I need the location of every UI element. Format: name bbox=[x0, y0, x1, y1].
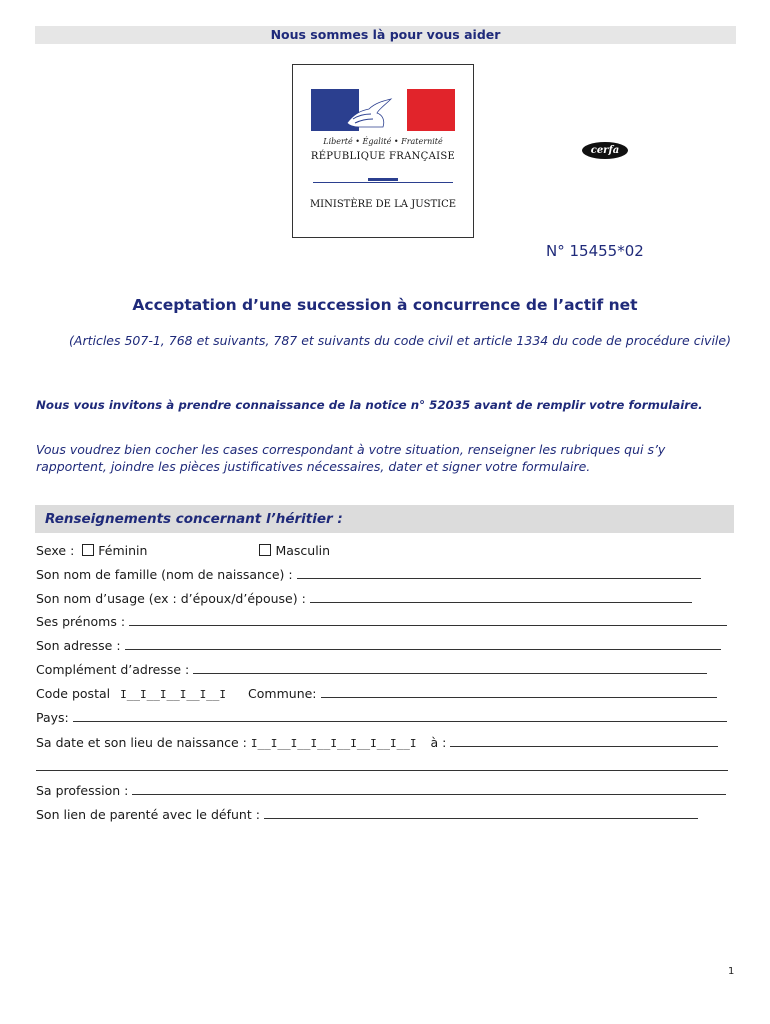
prenoms-label: Ses prénoms : bbox=[36, 614, 126, 629]
profession-label: Sa profession : bbox=[36, 783, 129, 798]
naissance-row bbox=[36, 735, 718, 750]
help-banner: Nous sommes là pour vous aider bbox=[35, 26, 736, 44]
logo-motto: Liberté • Égalité • Fraternité bbox=[323, 137, 443, 146]
naissance-label: Sa date et son lieu de naissance : bbox=[36, 735, 247, 750]
pays-label: Pays: bbox=[36, 710, 69, 725]
french-flag-icon bbox=[311, 89, 455, 131]
nom-usage-row bbox=[36, 591, 692, 606]
nom-famille-row bbox=[36, 567, 701, 582]
sexe-row bbox=[36, 543, 330, 558]
profession-row bbox=[36, 783, 726, 798]
form-number: N° 15455*02 bbox=[546, 242, 644, 260]
lien-label: Son lien de parenté avec le défunt : bbox=[36, 807, 260, 822]
legal-references: (Articles 507-1, 768 et suivants, 787 et suivants du code civil et article 1334 du code de procédure civile) bbox=[69, 333, 731, 348]
adresse-row bbox=[36, 638, 721, 653]
nom-usage-field[interactable] bbox=[310, 591, 692, 603]
instructions-text: Vous voudrez bien cocher les cases correspondant à votre situation, renseigner les rubriques qui s’y rapportent, joindre les pièces justificatives nécessaires, dater et signer votre formulaire. bbox=[36, 442, 666, 474]
nom-famille-field[interactable] bbox=[297, 567, 701, 579]
section-heir-header bbox=[35, 505, 734, 533]
logo-ministry: MINISTÈRE DE LA JUSTICE bbox=[309, 199, 457, 210]
naissance-continuation-row bbox=[36, 759, 728, 774]
feminin-label: Féminin bbox=[98, 543, 148, 558]
page-number: 1 bbox=[728, 966, 735, 977]
prenoms-row bbox=[36, 614, 727, 629]
a-label: à : bbox=[430, 735, 447, 750]
ministry-logo bbox=[292, 64, 474, 238]
lieu-naissance-field[interactable] bbox=[450, 735, 718, 747]
code-postal-label: Code postal bbox=[36, 686, 111, 701]
lien-field[interactable] bbox=[264, 807, 698, 819]
naissance-date-boxes[interactable]: I__I__I__I__I__I__I__I__I bbox=[250, 737, 417, 750]
commune-label: Commune: bbox=[248, 686, 317, 701]
commune-field[interactable] bbox=[321, 686, 717, 698]
nom-usage-label: Son nom d’usage (ex : d’époux/d’épouse) : bbox=[36, 591, 306, 606]
code-postal-row bbox=[36, 686, 717, 701]
masculin-label: Masculin bbox=[275, 543, 331, 558]
complement-field[interactable] bbox=[193, 662, 707, 674]
complement-label: Complément d’adresse : bbox=[36, 662, 190, 677]
complement-row bbox=[36, 662, 707, 677]
section-title: Renseignements concernant l’héritier : bbox=[45, 511, 343, 527]
adresse-label: Son adresse : bbox=[36, 638, 121, 653]
code-postal-boxes[interactable]: I__I__I__I__I__I bbox=[120, 688, 227, 701]
sexe-label: Sexe : bbox=[36, 543, 75, 558]
pays-row bbox=[36, 710, 727, 725]
adresse-field[interactable] bbox=[125, 638, 721, 650]
page-title: Acceptation d’une succession à concurrence de l’actif net bbox=[132, 296, 638, 314]
prenoms-field[interactable] bbox=[129, 614, 727, 626]
nom-famille-label: Son nom de famille (nom de naissance) : bbox=[36, 567, 293, 582]
notice-text: Nous vous invitons à prendre connaissance de la notice n° 52035 avant de remplir votre formulaire. bbox=[36, 398, 703, 412]
lien-row bbox=[36, 807, 698, 822]
masculin-checkbox[interactable] bbox=[259, 544, 271, 556]
logo-republic: RÉPUBLIQUE FRANÇAISE bbox=[310, 151, 456, 162]
profession-field[interactable] bbox=[132, 783, 726, 795]
feminin-checkbox[interactable] bbox=[82, 544, 94, 556]
cerfa-logo: cerfa bbox=[582, 142, 628, 159]
lieu-naissance-continuation-field[interactable] bbox=[36, 759, 728, 771]
pays-field[interactable] bbox=[73, 710, 727, 722]
